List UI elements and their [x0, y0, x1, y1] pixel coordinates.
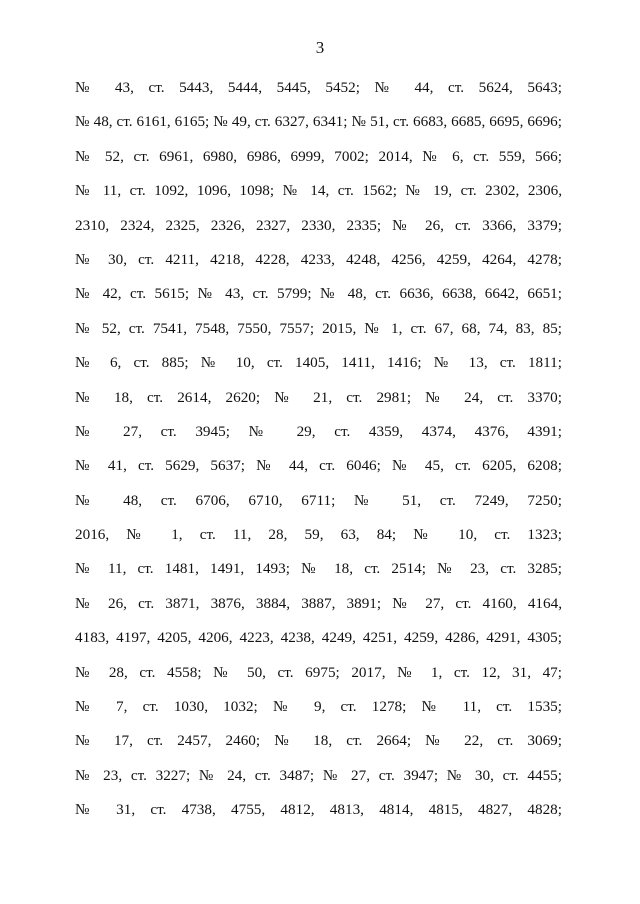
text-line: № 52, ст. 7541, 7548, 7550, 7557; 2015, № 1, ст. 67, 68, 74, 83, 85;: [75, 319, 562, 337]
text-line: 4183, 4197, 4205, 4206, 4223, 4238, 4249, 4251, 4259, 4286, 4291, 4305;: [75, 629, 562, 647]
text-line: № 48, ст. 6161, 6165; № 49, ст. 6327, 6341; № 51, ст. 6683, 6685, 6695, 6696;: [75, 113, 562, 131]
text-line: № 31, ст. 4738, 4755, 4812, 4813, 4814, 4815, 4827, 4828;: [75, 801, 562, 819]
text-line: № 27, ст. 3945; № 29, ст. 4359, 4374, 4376, 4391;: [75, 422, 562, 440]
text-line: № 18, ст. 2614, 2620; № 21, ст. 2981; № 24, ст. 3370;: [75, 388, 562, 406]
text-line: № 17, ст. 2457, 2460; № 18, ст. 2664; № 22, ст. 3069;: [75, 732, 562, 750]
text-line: № 30, ст. 4211, 4218, 4228, 4233, 4248, 4256, 4259, 4264, 4278;: [75, 250, 562, 268]
text-line: № 43, ст. 5443, 5444, 5445, 5452; № 44, ст. 5624, 5643;: [75, 79, 562, 96]
text-line: № 48, ст. 6706, 6710, 6711; № 51, ст. 7249, 7250;: [75, 491, 562, 509]
text-line: № 6, ст. 885; № 10, ст. 1405, 1411, 1416; № 13, ст. 1811;: [75, 354, 562, 372]
text-line: № 52, ст. 6961, 6980, 6986, 6999, 7002; 2014, № 6, ст. 559, 566;: [75, 147, 562, 165]
page-number: 3: [315, 38, 325, 57]
text-line: № 26, ст. 3871, 3876, 3884, 3887, 3891; № 27, ст. 4160, 4164,: [75, 594, 562, 612]
document-body: [75, 78, 562, 835]
text-line: 2016, № 1, ст. 11, 28, 59, 63, 84; № 10, ст. 1323;: [75, 526, 562, 544]
text-line: № 11, ст. 1481, 1491, 1493; № 18, ст. 2514; № 23, ст. 3285;: [75, 560, 562, 578]
text-line: № 42, ст. 5615; № 43, ст. 5799; № 48, ст. 6636, 6638, 6642, 6651;: [75, 285, 562, 303]
text-line: № 28, ст. 4558; № 50, ст. 6975; 2017, № 1, ст. 12, 31, 47;: [75, 663, 562, 681]
text-line: № 11, ст. 1092, 1096, 1098; № 14, ст. 1562; № 19, ст. 2302, 2306,: [75, 182, 562, 200]
text-line: 2310, 2324, 2325, 2326, 2327, 2330, 2335; № 26, ст. 3366, 3379;: [75, 216, 562, 234]
text-line: № 7, ст. 1030, 1032; № 9, ст. 1278; № 11, ст. 1535;: [75, 698, 562, 716]
text-line: № 41, ст. 5629, 5637; № 44, ст. 6046; № 45, ст. 6205, 6208;: [75, 457, 562, 475]
text-line: № 23, ст. 3227; № 24, ст. 3487; № 27, ст. 3947; № 30, ст. 4455;: [75, 766, 562, 784]
